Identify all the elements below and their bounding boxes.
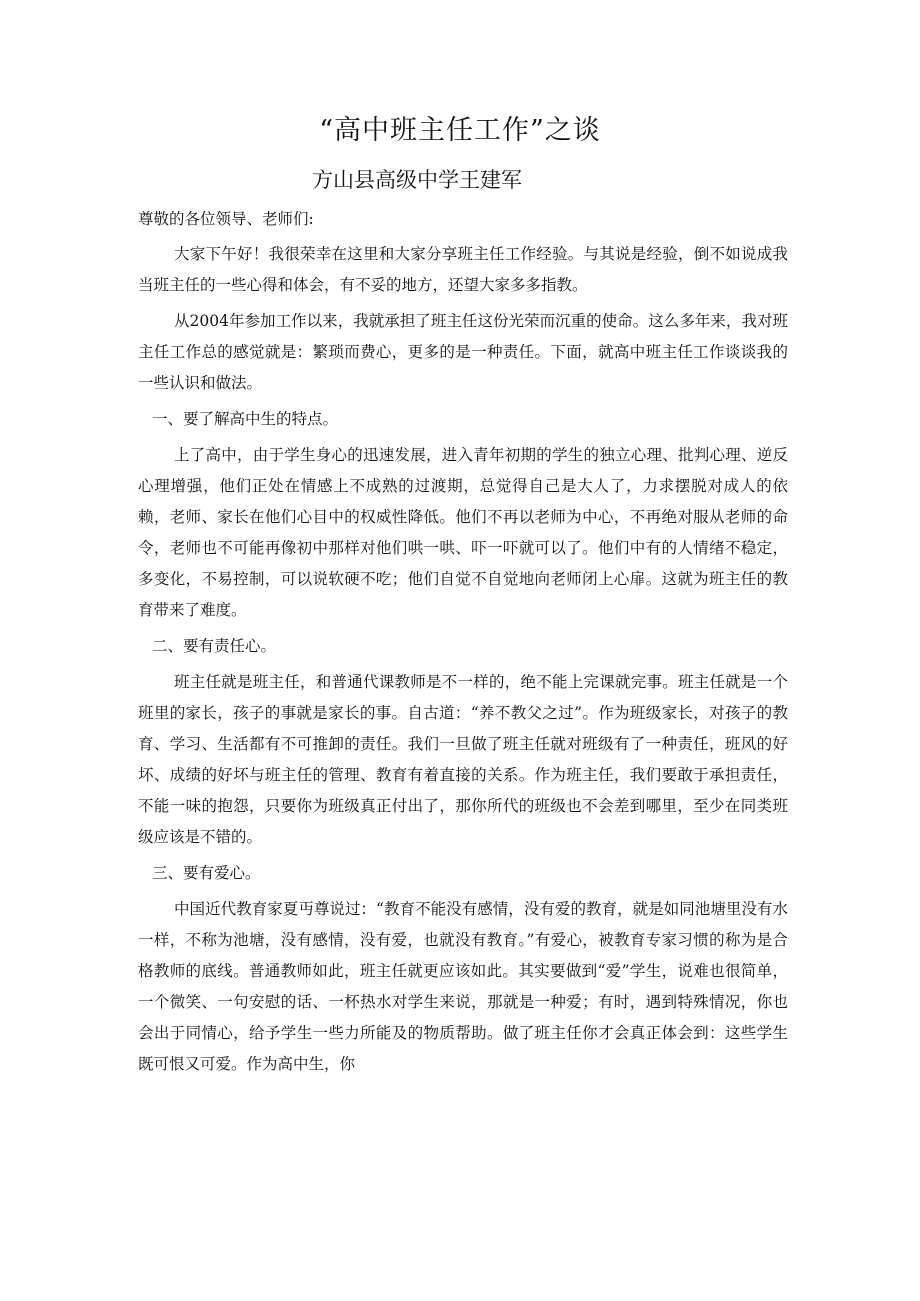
document-title: “高中班主任工作”之谈 bbox=[319, 115, 601, 146]
greeting: 尊敬的各位领导、老师们: bbox=[138, 210, 314, 228]
paragraph-experience: 从2004年参加工作以来，我就承担了班主任这份光荣而沉重的使命。这么多年来，我对班主任工作总的感觉就是：繁琐而费心，更多的是一种责任。下面，就高中班主任工作谈谈我的一些认识和做法。 bbox=[138, 312, 788, 392]
document-body bbox=[138, 204, 788, 1085]
section-heading-2: 二、要有责任心。 bbox=[152, 637, 277, 655]
paragraph-intro: 大家下午好！我很荣幸在这里和大家分享班主任工作经验。与其说是经验，倒不如说成我当班主任的一些心得和体会，有不妥的地方，还望大家多多指教。 bbox=[138, 245, 788, 294]
section-heading-1: 一、要了解高中生的特点。 bbox=[152, 410, 339, 428]
document-author: 方山县高级中学王建军 bbox=[312, 168, 522, 192]
section-text-2: 班主任就是班主任，和普通代课教师是不一样的，绝不能上完课就完事。班主任就是一个班里的家长，孩子的事就是家长的事。自古道：“养不教父之过”。作为班级家长，对孩子的教育、学习、生活都有不可推卸的责任。我们一旦做了班主任就对班级有了一种责任，班风的好坏、成绩的好坏与班主任的管理、教育有着直接的关系。作为班主任，我们要敢于承担责任，不能一味的抱怨，只要你为班级真正付出了，那你所代的班级也不会差到哪里，至少在同类班级应该是不错的。 bbox=[138, 673, 788, 846]
section-heading-3: 三、要有爱心。 bbox=[152, 864, 261, 882]
section-text-3: 中国近代教育家夏丏尊说过：“教育不能没有感情，没有爱的教育，就是如同池塘里没有水一样，不称为池塘，没有感情，没有爱，也就没有教育。”有爱心，被教育专家习惯的称为是合格教师的底线。普通教师如此，班主任就更应该如此。其实要做到“爱”学生，说难也很简单，一个微笑、一句安慰的话、一杯热水对学生来说，那就是一种爱；有时，遇到特殊情况，你也会出于同情心，给予学生一些力所能及的物质帮助。做了班主任你才会真正体会到：这些学生既可恨又可爱。作为高中生，你 bbox=[138, 900, 788, 1073]
section-text-1: 上了高中，由于学生身心的迅速发展，进入青年初期的学生的独立心理、批判心理、逆反心理增强，他们正处在情感上不成熟的过渡期，总觉得自己是大人了，力求摆脱对成人的依赖，老师、家长在他们心目中的权威性降低。他们不再以老师为中心，不再绝对服从老师的命令，老师也不可能再像初中那样对他们哄一哄、吓一吓就可以了。他们中有的人情绪不稳定，多变化，不易控制，可以说软硬不吃；他们自觉不自觉地向老师闭上心扉。这就为班主任的教育带来了难度。 bbox=[138, 446, 788, 619]
